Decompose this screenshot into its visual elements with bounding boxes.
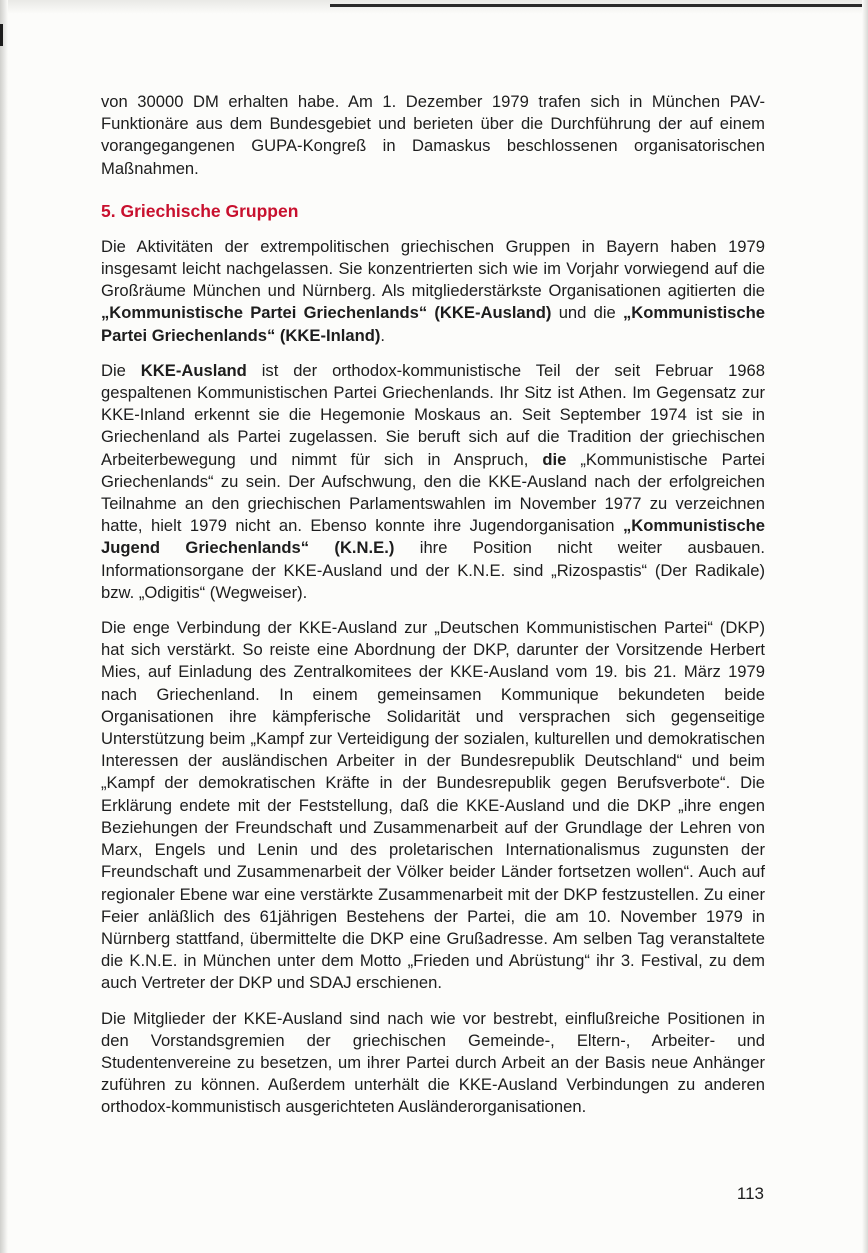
- org-name-kke-inland: „Kommunistische Partei Griechenlands“ (KKE-Inland): [101, 303, 765, 345]
- page-number: 113: [736, 1184, 764, 1203]
- paragraph-intro: von 30000 DM erhalten habe. Am 1. Dezember 1979 trafen sich in München PAV-Funktionäre aus dem Bundesgebiet und berieten über die Durchführung der auf einem vorangegangenen GUPA-Kongreß in Damaskus beschlossenen organisatorischen Maßnahmen.: [101, 92, 765, 178]
- text-run: und die: [551, 303, 623, 323]
- paragraph-dkp-relations: Die enge Verbindung der KKE-Ausland zur „Deutschen Kommunistischen Partei“ (DKP) hat sich verstärkt. So reiste eine Abordnung der DKP, darunter der Vorsitzende Herbert Mies, auf Einladung des Zentralkomitees der KKE-Ausland vom 19. bis 21. März 1979 nach Griechenland. In einem gemeinsamen Kommunique bekundeten beide Organisationen ihre kämpferische Solidarität und versprachen sich gegenseitige Unterstützung beim „Kampf zur Verteidigung der sozialen, kulturellen und demokratischen Interessen der ausländischen Arbeiter in der Bundesrepublik Deutschland“ und beim „Kampf der demokratischen Kräfte in der Bundesrepublik gegen Berufsverbote“. Die Erklärung endete mit der Feststellung, daß die KKE-Ausland und die DKP „ihre engen Beziehungen der Freundschaft und Zusammenarbeit auf der Grundlage der Lehren von Marx, Engels und Lenin und des proletarischen Internationalismus zugunsten der Freundschaft und Zusammenarbeit der Völker beider Länder fortsetzen wollen“. Auch auf regionaler Ebene war eine verstärkte Zusammenarbeit mit der DKP festzustellen. Zu einer Feier anläßlich des 61jährigen Bestehens der Partei, die am 10. November 1979 in Nürnberg stattfand, übermittelte die DKP eine Grußadresse. Am selben Tag veranstaltete die K.N.E. in München unter dem Motto „Frieden und Abrüstung“ ihr 3. Festival, zu dem auch Vertreter der DKP und SDAJ erschienen.: [101, 618, 765, 993]
- paragraph-overview: [101, 236, 765, 347]
- org-name-kke-ausland: „Kommunistische Partei Griechenlands“ (KKE-Ausland): [101, 303, 552, 323]
- org-name-kne: „Kommunistische Jugend Griechenlands“ (K.N.E.): [101, 516, 765, 558]
- paragraph-members: Die Mitglieder der KKE-Ausland sind nach wie vor bestrebt, einflußreiche Positionen in den Vorstandsgremien der griechischen Gemeinde-, Eltern-, Arbeiter- und Studentenvereine zu besetzen, um ihrer Partei durch Arbeit an der Basis neue Anhänger zuführen zu können. Außerdem unterhält die KKE-Ausland Verbindungen zu anderen orthodox-kommunistisch ausgerichteten Ausländerorganisationen.: [101, 1008, 765, 1117]
- scan-shadow-top: [0, 0, 868, 14]
- scan-mark: [0, 24, 3, 46]
- scan-shadow-left: [0, 0, 8, 1253]
- org-name-bold: KKE-Ausland: [140, 360, 247, 380]
- text-run: Die Aktivitäten der extrempolitischen griechischen Gruppen in Bayern haben 1979 insgesamt leicht nachgelassen. Sie konzentrierten sich wie im Vorjahr vorwiegend auf die Großräume München und Nürnberg. Als mitgliederstärkste Organisationen agitierten die: [101, 236, 765, 301]
- emphasis-die: die: [542, 449, 567, 469]
- scan-edge-line: [330, 4, 868, 7]
- text-run: ihre Position nicht weiter ausbauen. Informationsorgane der KKE-Ausland und der K.N.E. sind „Rizospastis“ (Der Radikale) bzw. „Odigitis“ (Wegweiser).: [101, 538, 765, 602]
- section-heading: 5. Griechische Gruppen: [101, 200, 299, 221]
- text-run: ist der orthodox-kommunistische Teil der seit Februar 1968 gespaltenen Kommunistischen Partei Griechenlands. Ihr Sitz ist Athen. Im Gegensatz zur KKE-Inland erkennt sie die Hegemonie Moskaus an. Seit September 1974 ist sie in Griechenland als Partei zugelassen. Sie beruft sich auf die Tradition der griechischen Arbeiterbewegung und nimmt für sich in Anspruch,: [101, 360, 765, 469]
- scan-shadow-right: [862, 0, 868, 1253]
- text-run: .: [380, 325, 386, 345]
- text-run: Die: [101, 360, 141, 380]
- text-run: „Kommunistische Partei Griechenlands“ zu sein. Der Aufschwung, den die KKE-Ausland nach der erfolgreichen Teilnahme an den griechischen Parlamentswahlen im November 1977 zu verzeichnen hatte, hielt 1979 nicht an. Ebenso konnte ihre Jugendorganisation: [101, 449, 765, 536]
- page-body: [101, 91, 765, 1132]
- paragraph-kke-ausland: [101, 360, 765, 604]
